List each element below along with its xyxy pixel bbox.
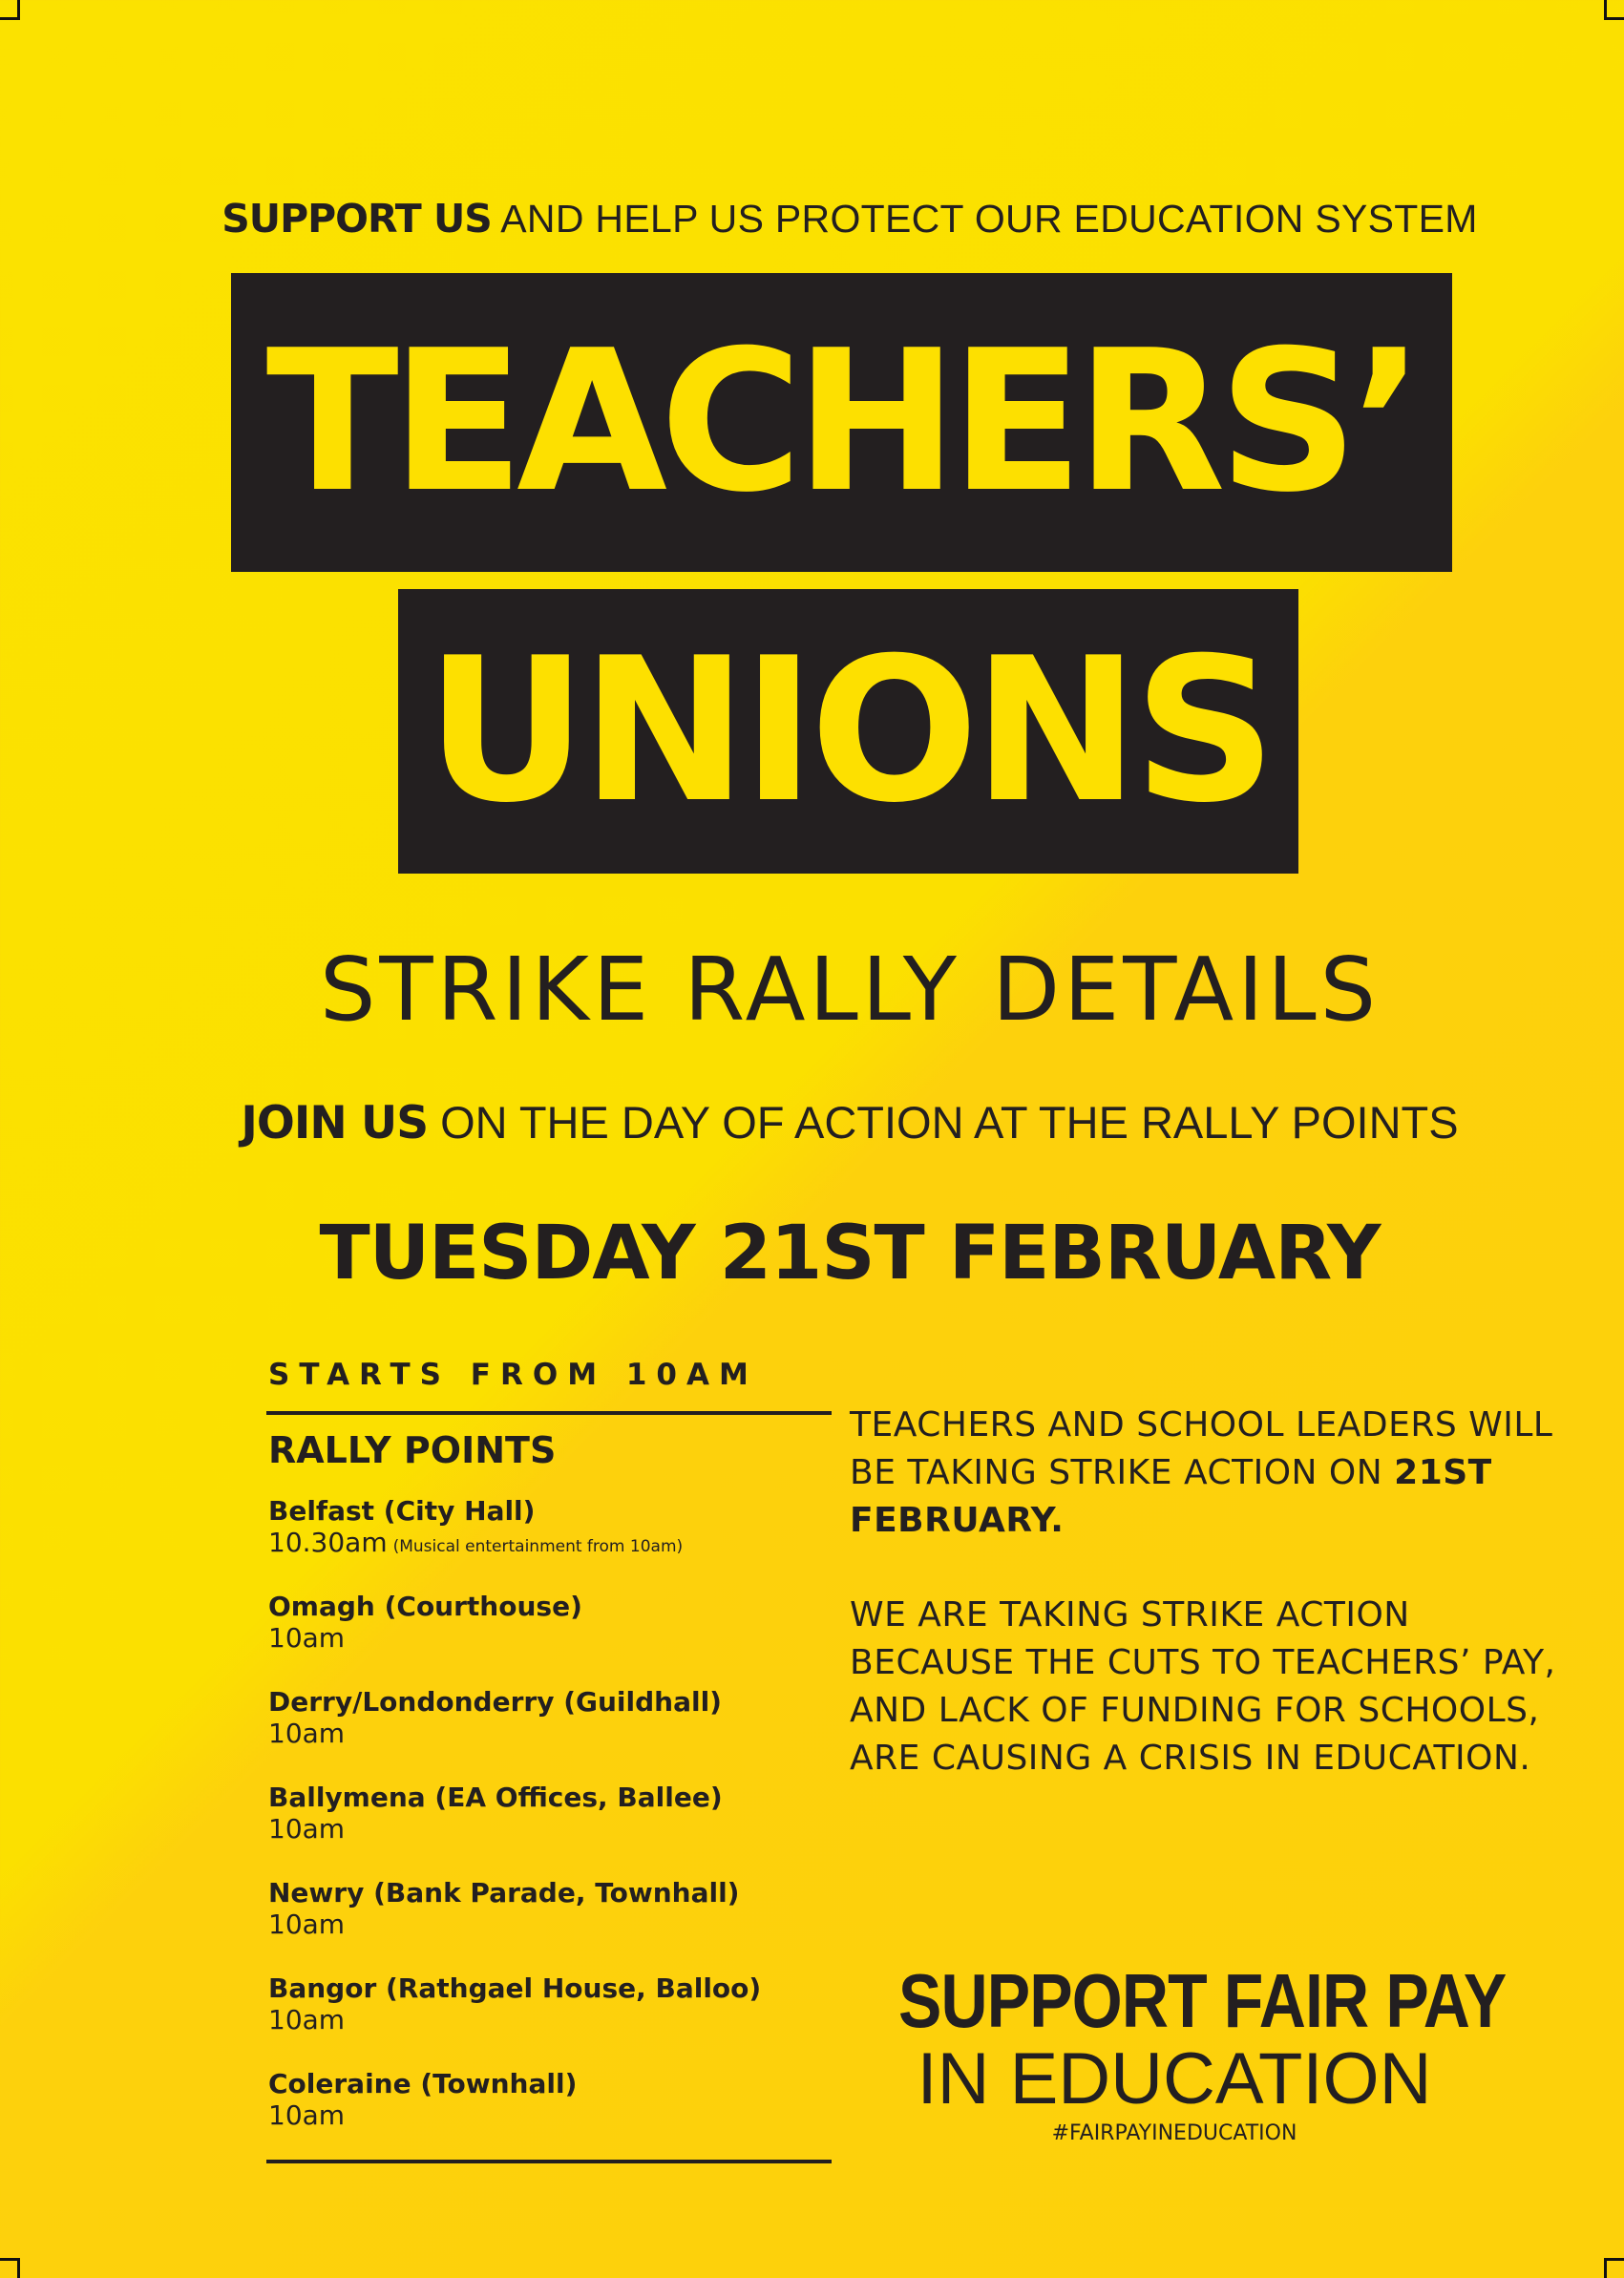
rally-point-name: Newry (Bank Parade, Townhall) bbox=[268, 1877, 740, 1909]
rally-point-name: Ballymena (EA Offices, Ballee) bbox=[268, 1782, 723, 1813]
rally-point-name: Bangor (Rathgael House, Balloo) bbox=[268, 1972, 762, 2004]
slogan-in-education: IN EDUCATION bbox=[917, 2038, 1432, 2120]
strike-date: TUESDAY 21ST FEBRUARY bbox=[319, 1211, 1381, 1297]
rally-point-note: (Musical entertainment from 10am) bbox=[392, 1537, 684, 1556]
rally-point-omagh bbox=[268, 1591, 841, 1686]
crop-mark-top-right bbox=[1604, 0, 1624, 20]
hashtag: #FAIRPAYINEDUCATION bbox=[1051, 2121, 1297, 2145]
rally-point-time: 10am bbox=[268, 1813, 346, 1845]
strike-info-date: 21ST FEBRUARY. bbox=[850, 1453, 1492, 1540]
title-teachers-box bbox=[231, 273, 1452, 572]
rally-point-coleraine bbox=[268, 2068, 841, 2163]
rally-point-bangor bbox=[268, 1972, 841, 2068]
tagline-bold: SUPPORT US bbox=[221, 196, 492, 242]
strike-info-text: TEACHERS AND SCHOOL LEADERS WILL BE TAKING STRIKE ACTION ON bbox=[850, 1405, 1553, 1492]
rally-point-time: 10am bbox=[268, 1909, 346, 1940]
strike-info-paragraph bbox=[850, 1402, 1556, 1545]
crop-mark-bottom-right bbox=[1604, 2258, 1624, 2278]
title-teachers: TEACHERS’ bbox=[265, 309, 1418, 536]
rally-point-name: Derry/Londonderry (Guildhall) bbox=[268, 1686, 722, 1718]
rally-point-time bbox=[268, 1528, 841, 1562]
join-rest: ON THE DAY OF ACTION AT THE RALLY POINTS bbox=[428, 1097, 1459, 1148]
rally-points-list bbox=[268, 1495, 841, 2163]
rally-points-heading: RALLY POINTS bbox=[268, 1429, 557, 1471]
strike-reason-paragraph: WE ARE TAKING STRIKE ACTION BECAUSE THE CUTS TO TEACHERS’ PAY, AND LACK OF FUNDING FOR SCHOOLS, ARE CAUSING A CRISIS IN EDUCATION. bbox=[850, 1595, 1556, 1778]
rally-point-time-value: 10.30am bbox=[268, 1527, 388, 1558]
rally-point-name: Belfast (City Hall) bbox=[268, 1495, 536, 1527]
start-time: STARTS FROM 10AM bbox=[268, 1358, 758, 1392]
rally-point-time: 10am bbox=[268, 2004, 346, 2035]
join-line bbox=[0, 1096, 1624, 1150]
rally-point-name: Coleraine (Townhall) bbox=[268, 2068, 578, 2099]
divider-top bbox=[266, 1411, 832, 1415]
join-bold: JOIN US bbox=[241, 1097, 429, 1150]
title-unions: UNIONS bbox=[425, 616, 1272, 847]
rally-point-derry bbox=[268, 1686, 841, 1782]
crop-mark-bottom-left bbox=[0, 2258, 20, 2278]
rally-point-newry bbox=[268, 1877, 841, 1972]
strike-rally-heading: STRIKE RALLY DETAILS bbox=[320, 939, 1380, 1041]
divider-bottom bbox=[266, 2160, 832, 2163]
title-unions-box bbox=[398, 589, 1298, 874]
rally-point-time: 10am bbox=[268, 2099, 346, 2131]
rally-point-ballymena bbox=[268, 1782, 841, 1877]
crop-mark-top-left bbox=[0, 0, 20, 20]
rally-point-time: 10am bbox=[268, 1622, 346, 1654]
slogan-support-fair-pay: SUPPORT FAIR PAY bbox=[898, 1958, 1507, 2043]
tagline bbox=[0, 196, 1624, 242]
tagline-rest: AND HELP US PROTECT OUR EDUCATION SYSTEM bbox=[491, 197, 1478, 241]
rally-point-time: 10am bbox=[268, 1718, 346, 1749]
rally-point-belfast bbox=[268, 1495, 841, 1591]
rally-point-name: Omagh (Courthouse) bbox=[268, 1591, 582, 1622]
